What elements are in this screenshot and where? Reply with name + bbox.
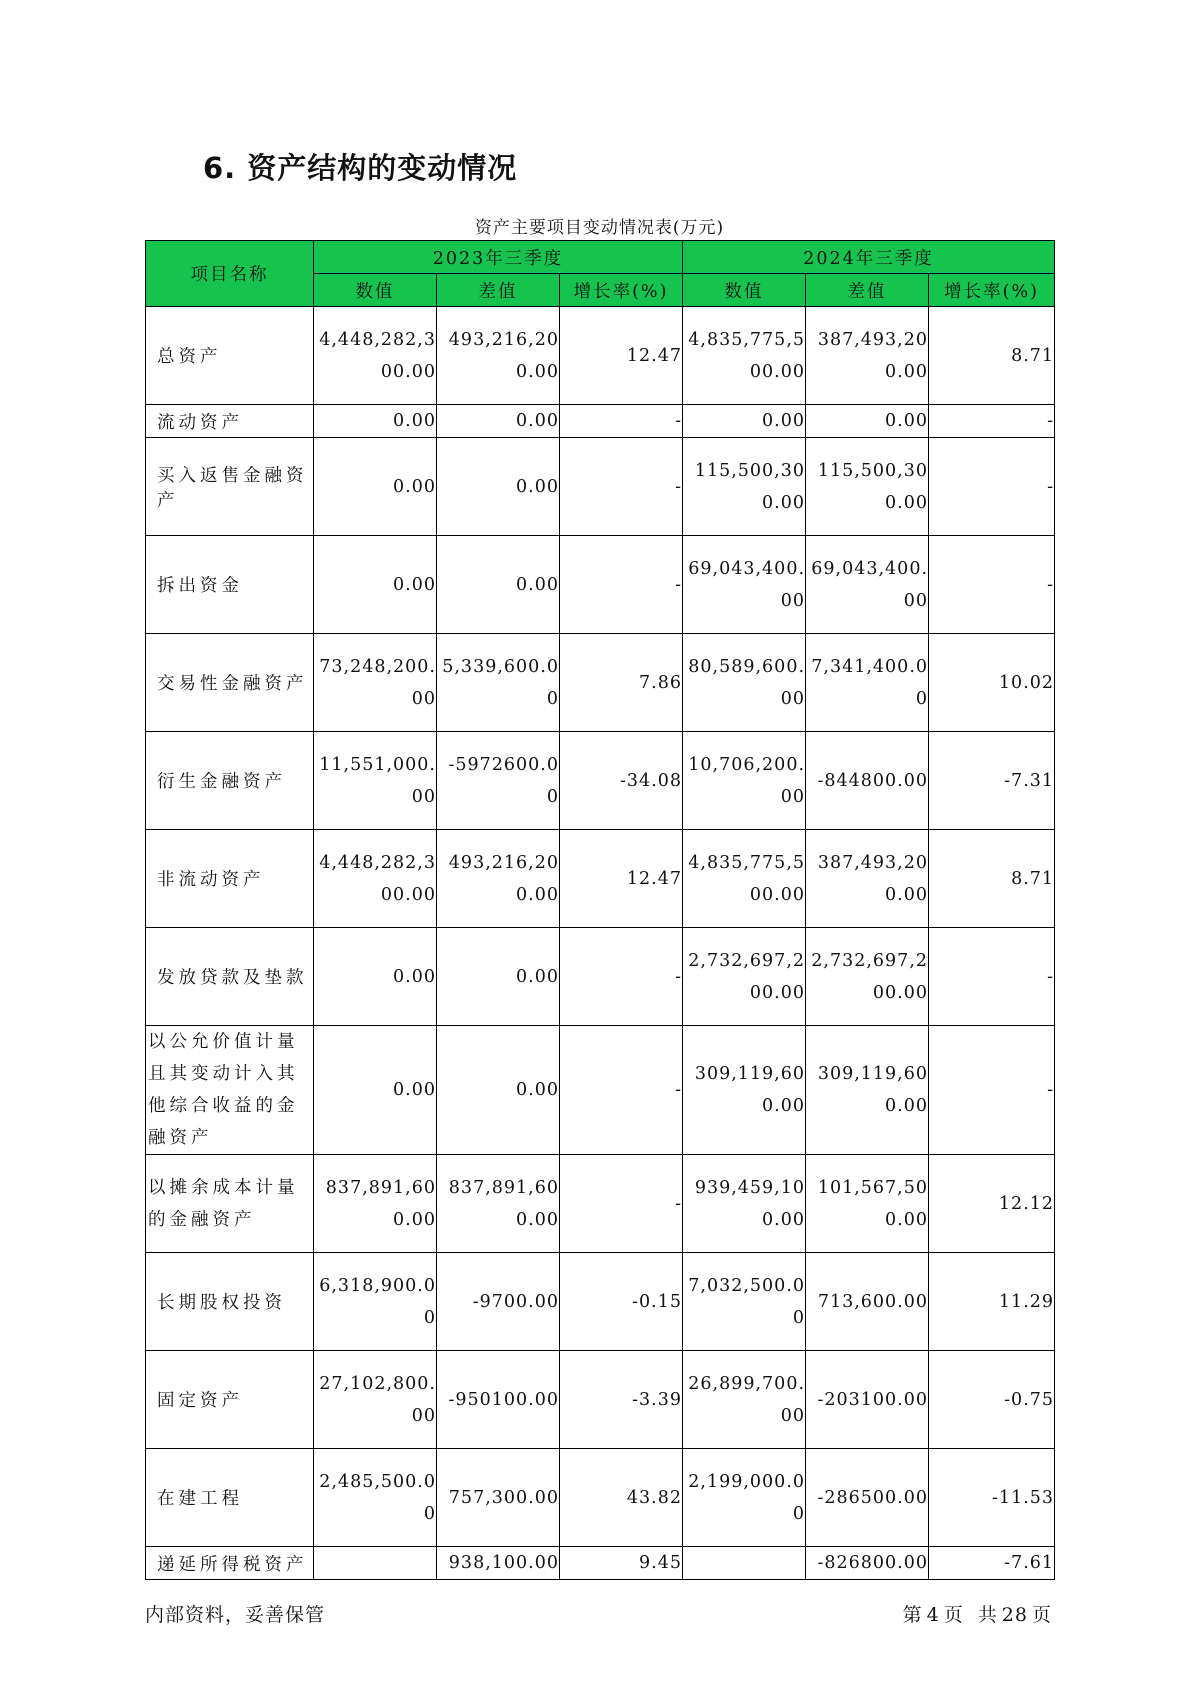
cell-value-2023: 4,448,282,300.00 — [314, 307, 437, 405]
row-label: 拆出资金 — [146, 536, 314, 634]
page-number — [899, 1600, 1052, 1627]
cell-growth-2024: -7.31 — [929, 732, 1055, 830]
subcol-value-2024: 数值 — [683, 274, 806, 307]
table-row — [146, 1351, 1055, 1449]
subcol-diff-2023: 差值 — [437, 274, 560, 307]
cell-growth-2024: - — [929, 405, 1055, 438]
cell-value-2023: 0.00 — [314, 438, 437, 536]
cell-growth-2024: -7.61 — [929, 1547, 1055, 1580]
row-label: 衍生金融资产 — [146, 732, 314, 830]
cell-growth-2023: 9.45 — [560, 1547, 683, 1580]
cell-value-2023: 837,891,600.00 — [314, 1155, 437, 1253]
cell-growth-2023: - — [560, 928, 683, 1026]
cell-diff-2024: 387,493,200.00 — [806, 830, 929, 928]
cell-value-2024: 26,899,700.00 — [683, 1351, 806, 1449]
table-row — [146, 536, 1055, 634]
cell-value-2024: 2,199,000.00 — [683, 1449, 806, 1547]
cell-diff-2023: 0.00 — [437, 1026, 560, 1155]
cell-value-2023: 27,102,800.00 — [314, 1351, 437, 1449]
cell-diff-2023: 493,216,200.00 — [437, 307, 560, 405]
cell-growth-2024: 8.71 — [929, 830, 1055, 928]
cell-diff-2024: 7,341,400.00 — [806, 634, 929, 732]
cell-value-2024: 10,706,200.00 — [683, 732, 806, 830]
cell-diff-2023: 5,339,600.00 — [437, 634, 560, 732]
cell-growth-2024: - — [929, 536, 1055, 634]
row-label: 以公允价值计量且其变动计入其他综合收益的金融资产 — [146, 1026, 314, 1155]
cell-growth-2023: -0.15 — [560, 1253, 683, 1351]
cell-value-2024: 7,032,500.00 — [683, 1253, 806, 1351]
cell-value-2024: 2,732,697,200.00 — [683, 928, 806, 1026]
confidential-note: 内部资料，妥善保管 — [145, 1604, 326, 1626]
cell-value-2023: 4,448,282,300.00 — [314, 830, 437, 928]
table-row — [146, 1155, 1055, 1253]
cell-value-2023: 73,248,200.00 — [314, 634, 437, 732]
cell-value-2023: 11,551,000.00 — [314, 732, 437, 830]
col-header-2024: 2024年三季度 — [683, 241, 1055, 274]
cell-growth-2024: 10.02 — [929, 634, 1055, 732]
cell-growth-2024: 8.71 — [929, 307, 1055, 405]
cell-diff-2024: 115,500,300.00 — [806, 438, 929, 536]
cell-value-2024: 309,119,600.00 — [683, 1026, 806, 1155]
table-row — [146, 634, 1055, 732]
cell-diff-2024: -203100.00 — [806, 1351, 929, 1449]
cell-growth-2023: 12.47 — [560, 830, 683, 928]
cell-value-2023: 0.00 — [314, 1026, 437, 1155]
page-suffix: 页 — [1031, 1604, 1052, 1626]
cell-growth-2023: 12.47 — [560, 307, 683, 405]
cell-growth-2023: - — [560, 536, 683, 634]
cell-diff-2023: -950100.00 — [437, 1351, 560, 1449]
section-heading: 6. 资产结构的变动情况 — [203, 151, 518, 185]
subcol-growth-2024: 增长率(%) — [929, 274, 1055, 307]
page-current: 4 — [926, 1604, 940, 1626]
row-label: 非流动资产 — [146, 830, 314, 928]
cell-diff-2023: -5972600.00 — [437, 732, 560, 830]
row-label: 交易性金融资产 — [146, 634, 314, 732]
table-row — [146, 1253, 1055, 1351]
cell-value-2023: 0.00 — [314, 405, 437, 438]
cell-diff-2023: 837,891,600.00 — [437, 1155, 560, 1253]
cell-diff-2024: -844800.00 — [806, 732, 929, 830]
cell-value-2024: 80,589,600.00 — [683, 634, 806, 732]
cell-growth-2023: -34.08 — [560, 732, 683, 830]
cell-diff-2023: -9700.00 — [437, 1253, 560, 1351]
cell-value-2023: 0.00 — [314, 536, 437, 634]
cell-value-2024 — [683, 1547, 806, 1580]
cell-diff-2023: 757,300.00 — [437, 1449, 560, 1547]
cell-diff-2024: 0.00 — [806, 405, 929, 438]
table-row — [146, 928, 1055, 1026]
row-label: 固定资产 — [146, 1351, 314, 1449]
cell-growth-2024: - — [929, 438, 1055, 536]
table-row — [146, 732, 1055, 830]
page-mid: 页 — [943, 1604, 964, 1626]
cell-diff-2023: 938,100.00 — [437, 1547, 560, 1580]
table-row — [146, 1026, 1055, 1155]
row-label: 在建工程 — [146, 1449, 314, 1547]
cell-growth-2024: -0.75 — [929, 1351, 1055, 1449]
cell-growth-2024: 11.29 — [929, 1253, 1055, 1351]
row-label: 递延所得税资产 — [146, 1547, 314, 1580]
cell-diff-2023: 0.00 — [437, 405, 560, 438]
cell-value-2024: 939,459,100.00 — [683, 1155, 806, 1253]
table-row — [146, 1449, 1055, 1547]
table-row — [146, 438, 1055, 536]
cell-diff-2023: 0.00 — [437, 928, 560, 1026]
cell-diff-2023: 0.00 — [437, 536, 560, 634]
page-prefix: 第 — [902, 1604, 923, 1626]
cell-diff-2024: 2,732,697,200.00 — [806, 928, 929, 1026]
cell-diff-2024: 69,043,400.00 — [806, 536, 929, 634]
table-row — [146, 1547, 1055, 1580]
cell-growth-2024: -11.53 — [929, 1449, 1055, 1547]
cell-growth-2023: - — [560, 1155, 683, 1253]
cell-value-2024: 4,835,775,500.00 — [683, 830, 806, 928]
cell-value-2024: 69,043,400.00 — [683, 536, 806, 634]
cell-diff-2024: 101,567,500.00 — [806, 1155, 929, 1253]
table-row — [146, 830, 1055, 928]
cell-growth-2023: -3.39 — [560, 1351, 683, 1449]
cell-growth-2024: - — [929, 928, 1055, 1026]
cell-growth-2023: 43.82 — [560, 1449, 683, 1547]
cell-diff-2023: 0.00 — [437, 438, 560, 536]
row-label: 以摊余成本计量的金融资产 — [146, 1155, 314, 1253]
cell-value-2023: 2,485,500.00 — [314, 1449, 437, 1547]
subcol-value-2023: 数值 — [314, 274, 437, 307]
cell-value-2024: 4,835,775,500.00 — [683, 307, 806, 405]
row-label: 长期股权投资 — [146, 1253, 314, 1351]
subcol-growth-2023: 增长率(%) — [560, 274, 683, 307]
cell-value-2023: 6,318,900.00 — [314, 1253, 437, 1351]
col-header-2023: 2023年三季度 — [314, 241, 683, 274]
cell-growth-2023: - — [560, 1026, 683, 1155]
asset-change-table — [145, 240, 1055, 1580]
total-prefix: 共 — [977, 1604, 998, 1626]
cell-value-2024: 0.00 — [683, 405, 806, 438]
subcol-diff-2024: 差值 — [806, 274, 929, 307]
cell-diff-2024: 387,493,200.00 — [806, 307, 929, 405]
cell-diff-2024: 309,119,600.00 — [806, 1026, 929, 1155]
cell-growth-2023: - — [560, 405, 683, 438]
cell-diff-2024: -286500.00 — [806, 1449, 929, 1547]
cell-value-2023 — [314, 1547, 437, 1580]
cell-diff-2023: 493,216,200.00 — [437, 830, 560, 928]
cell-growth-2023: 7.86 — [560, 634, 683, 732]
row-label: 流动资产 — [146, 405, 314, 438]
cell-diff-2024: 713,600.00 — [806, 1253, 929, 1351]
table-caption: 资产主要项目变动情况表(万元) — [474, 218, 725, 238]
row-label: 发放贷款及垫款 — [146, 928, 314, 1026]
cell-value-2024: 115,500,300.00 — [683, 438, 806, 536]
cell-growth-2024: 12.12 — [929, 1155, 1055, 1253]
table-row — [146, 405, 1055, 438]
page-total: 28 — [1001, 1604, 1028, 1626]
row-label: 总资产 — [146, 307, 314, 405]
cell-value-2023: 0.00 — [314, 928, 437, 1026]
cell-growth-2023: - — [560, 438, 683, 536]
table-row — [146, 307, 1055, 405]
row-label: 买入返售金融资产 — [146, 438, 314, 536]
col-header-item: 项目名称 — [146, 241, 314, 307]
cell-diff-2024: -826800.00 — [806, 1547, 929, 1580]
cell-growth-2024: - — [929, 1026, 1055, 1155]
